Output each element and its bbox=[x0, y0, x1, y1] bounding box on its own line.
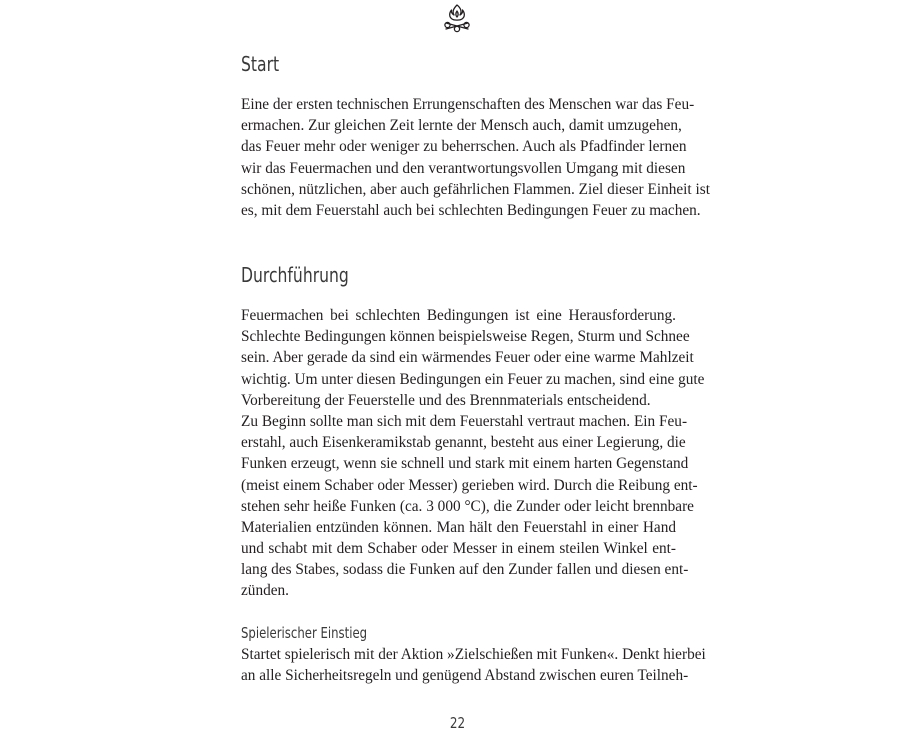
text-line: wir das Feuermachen und den verantwortungsvollen Umgang mit diesen bbox=[241, 159, 686, 177]
text-line: erstahl, auch Eisenkeramikstab genannt, besteht aus einer Legierung, die bbox=[241, 434, 686, 452]
text-line: schönen, nützlichen, aber auch gefährlichen Flammen. Ziel dieser Einheit ist bbox=[241, 180, 710, 198]
text-line: an alle Sicherheitsregeln und genügend Abstand zwischen euren Teilneh- bbox=[241, 667, 689, 685]
text-line: Vorbereitung der Feuerstelle und des Brennmaterials entscheidend. bbox=[241, 391, 651, 409]
text-line: Funken erzeugt, wenn sie schnell und stark mit einem harten Gegenstand bbox=[241, 455, 689, 473]
text-line: Materialien entzünden können. Man hält den Feuerstahl in einer Hand bbox=[241, 518, 676, 536]
page-number bbox=[0, 714, 915, 732]
text-line: Eine der ersten technischen Errungenschaften des Menschen war das Feu- bbox=[241, 96, 695, 113]
text-line: wichtig. Um unter diesen Bedingungen ein Feuer zu machen, sind eine gute bbox=[241, 370, 705, 388]
text-line: Schlechte Bedingungen können beispielsweise Regen, Sturm und Schnee bbox=[241, 328, 690, 346]
text-line: sein. Aber gerade da sind ein wärmendes Feuer oder eine warme Mahlzeit bbox=[241, 349, 694, 367]
text-line: zünden. bbox=[241, 582, 289, 600]
paragraph-start bbox=[241, 94, 710, 221]
text-line: (meist einem Schaber oder Messer) gerieben wird. Durch die Reibung ent- bbox=[241, 476, 698, 494]
text-line: ermachen. Zur gleichen Zeit lernte der Mensch auch, damit umzugehen, bbox=[241, 117, 682, 135]
campfire-icon bbox=[443, 3, 471, 33]
text-line: es, mit dem Feuerstahl auch bei schlechten Bedingungen Feuer zu machen. bbox=[241, 201, 701, 219]
subheading-spielerischer-einstieg: Spielerischer Einstieg bbox=[241, 624, 368, 642]
paragraph-einstieg bbox=[241, 644, 706, 686]
text-line: stehen sehr heiße Funken (ca. 3 000 °C), die Zunder oder leicht brennbare bbox=[241, 497, 694, 515]
section-heading-start: Start bbox=[241, 52, 280, 76]
section-heading-durchfuehrung: Durchführung bbox=[241, 263, 349, 287]
page-number-text: 22 bbox=[449, 714, 466, 732]
text-line: Startet spielerisch mit der Aktion »Zielschießen mit Funken«. Denkt hierbei bbox=[241, 646, 706, 663]
text-line: Zu Beginn sollte man sich mit dem Feuerstahl vertraut machen. Ein Feu- bbox=[241, 412, 688, 430]
text-line: Feuermachen bei schlechten Bedingungen ist eine Herausforderung. bbox=[241, 307, 676, 324]
paragraph-durchfuehrung bbox=[241, 305, 705, 602]
text-line: und schabt mit dem Schaber oder Messer in einem steilen Winkel ent- bbox=[241, 540, 676, 558]
text-line: das Feuer mehr oder weniger zu beherrschen. Auch als Pfadfinder lernen bbox=[241, 138, 687, 156]
text-line: lang des Stabes, sodass die Funken auf den Zunder fallen und diesen ent- bbox=[241, 561, 689, 579]
